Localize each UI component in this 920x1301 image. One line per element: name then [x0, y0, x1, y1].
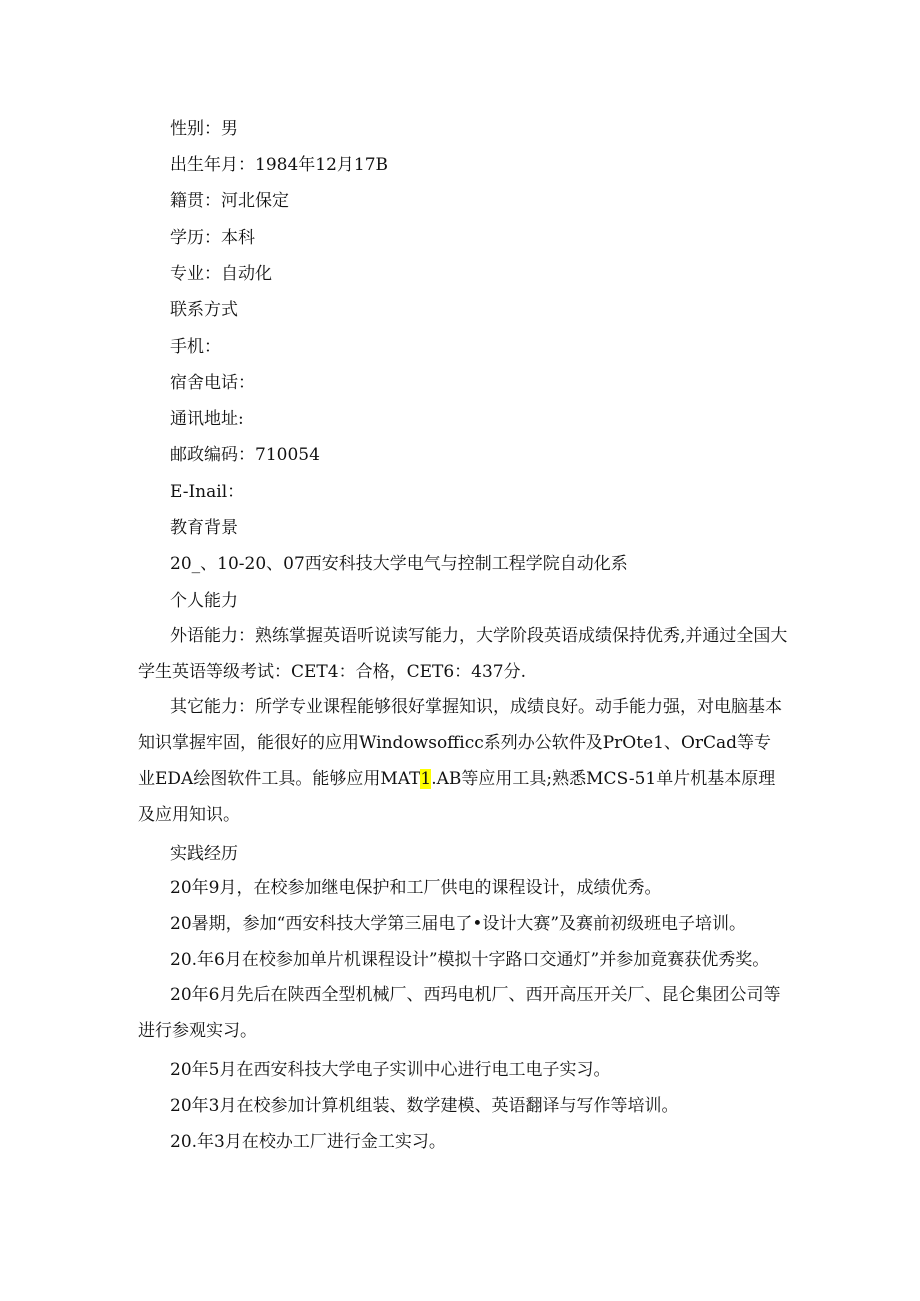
contact-heading: 联系方式 — [170, 300, 238, 320]
practice-item: 20年3月在校参加计算机组装、数学建模、英语翻译与写作等培训。 — [170, 1096, 679, 1116]
hometown-line: 籍贯：河北保定 — [170, 191, 289, 211]
address-line: 通讯地址: — [170, 409, 244, 429]
dorm-phone-line: 宿舍电话： — [170, 373, 255, 393]
language-ability-paragraph: 外语能力：熟练掌握英语听说读写能力，大学阶段英语成绩保持优秀,并通过全国大学生英语等级考试：CET4：合格，CET6：437分. — [138, 626, 788, 682]
education-entry: 20_、10-20、07西安科技大学电气与控制工程学院自动化系 — [170, 554, 628, 574]
practice-heading: 实践经历 — [170, 844, 238, 864]
other-ability-text-2: .AB等应用工具;熟悉MCS-51单片机基本原理及应用知识。 — [138, 769, 776, 825]
education-level-line: 学历：本科 — [170, 228, 255, 248]
gender-line: 性别：男 — [170, 119, 238, 139]
other-ability-paragraph — [138, 689, 788, 833]
email-line: E-Inail： — [170, 482, 245, 502]
highlighted-text: 1 — [420, 769, 432, 789]
practice-item: 20年6月先后在陕西全型机械厂、西玛电机厂、西开高压开关厂、昆仑集团公司等进行参观实习。 — [138, 985, 781, 1041]
practice-item: 20年5月在西安科技大学电子实训中心进行电工电子实习。 — [170, 1060, 611, 1080]
postcode-line: 邮政编码：710054 — [170, 445, 320, 465]
major-line: 专业：自动化 — [170, 264, 272, 284]
other-ability-text-1: 其它能力：所学专业课程能够很好掌握知识，成绩良好。动手能力强，对电脑基本知识掌握牢固，能很好的应用Windowsofficc系列办公软件及PrOte1、OrCad等专业EDA绘图软件工具。能够应用MAT — [138, 697, 782, 789]
practice-item: 20.年3月在校办工厂进行金工实习。 — [170, 1132, 446, 1152]
education-heading: 教育背景 — [170, 518, 238, 538]
practice-item: 20.年6月在校参加单片机课程设计”模拟十字路口交通灯”并参加竟赛获优秀奖。 — [170, 950, 770, 970]
mobile-line: 手机： — [170, 337, 221, 357]
practice-item: 20年9月，在校参加继电保护和工厂供电的课程设计，成绩优秀。 — [170, 878, 662, 898]
birth-line: 出生年月：1984年12月17B — [170, 155, 389, 175]
practice-item: 20暑期，参加“西安科技大学第三届电了•设计大赛”及赛前初级班电子培训。 — [170, 914, 747, 934]
abilities-heading: 个人能力 — [170, 591, 238, 611]
